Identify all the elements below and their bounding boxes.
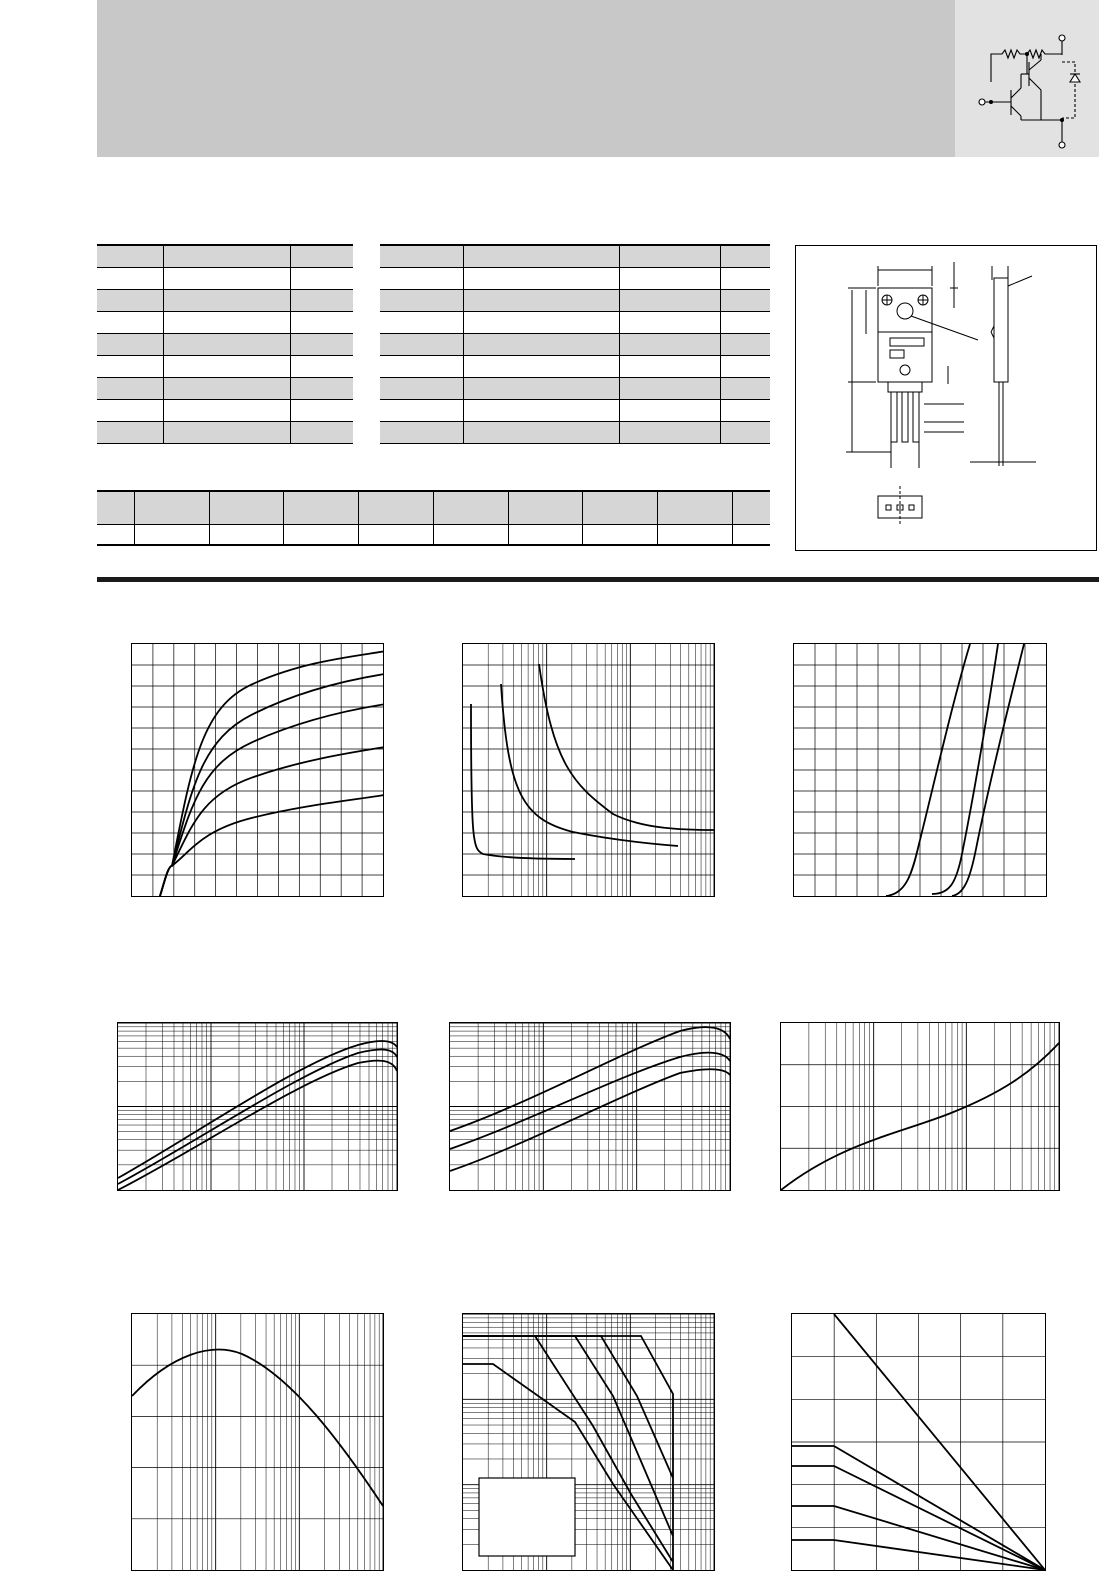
chart-1 <box>131 643 384 897</box>
hfe-rank-table <box>97 490 770 546</box>
legend-box <box>479 1478 575 1556</box>
series-line <box>132 1350 383 1506</box>
chart-6 <box>780 1022 1060 1191</box>
header-band <box>97 0 955 157</box>
chart-7 <box>131 1313 384 1571</box>
series-line <box>118 1041 397 1178</box>
series-line <box>450 1069 730 1171</box>
package-dimension-icon <box>796 246 1096 550</box>
chart-8 <box>462 1313 715 1571</box>
series-line <box>160 652 383 896</box>
series-line <box>471 704 575 859</box>
chart-2 <box>462 643 715 897</box>
equivalent-circuit-diagram <box>955 0 1099 157</box>
absolute-maximum-ratings-table <box>97 244 353 444</box>
chart-9 <box>791 1313 1046 1571</box>
series-line <box>160 795 383 896</box>
chart-3 <box>793 643 1047 897</box>
series-line <box>932 644 998 894</box>
series-line <box>118 1061 397 1190</box>
package-outline-drawing <box>795 245 1097 551</box>
electrical-characteristics-table <box>380 244 770 444</box>
series-line <box>450 1027 730 1131</box>
series-line <box>501 684 678 846</box>
chart-4 <box>117 1022 398 1191</box>
series-line <box>118 1050 397 1184</box>
section-divider <box>97 577 1099 582</box>
series-line <box>160 674 383 896</box>
series-line <box>463 1336 673 1478</box>
circuit-schematic-icon <box>955 0 1095 157</box>
series-line <box>450 1053 730 1149</box>
chart-5 <box>449 1022 731 1191</box>
